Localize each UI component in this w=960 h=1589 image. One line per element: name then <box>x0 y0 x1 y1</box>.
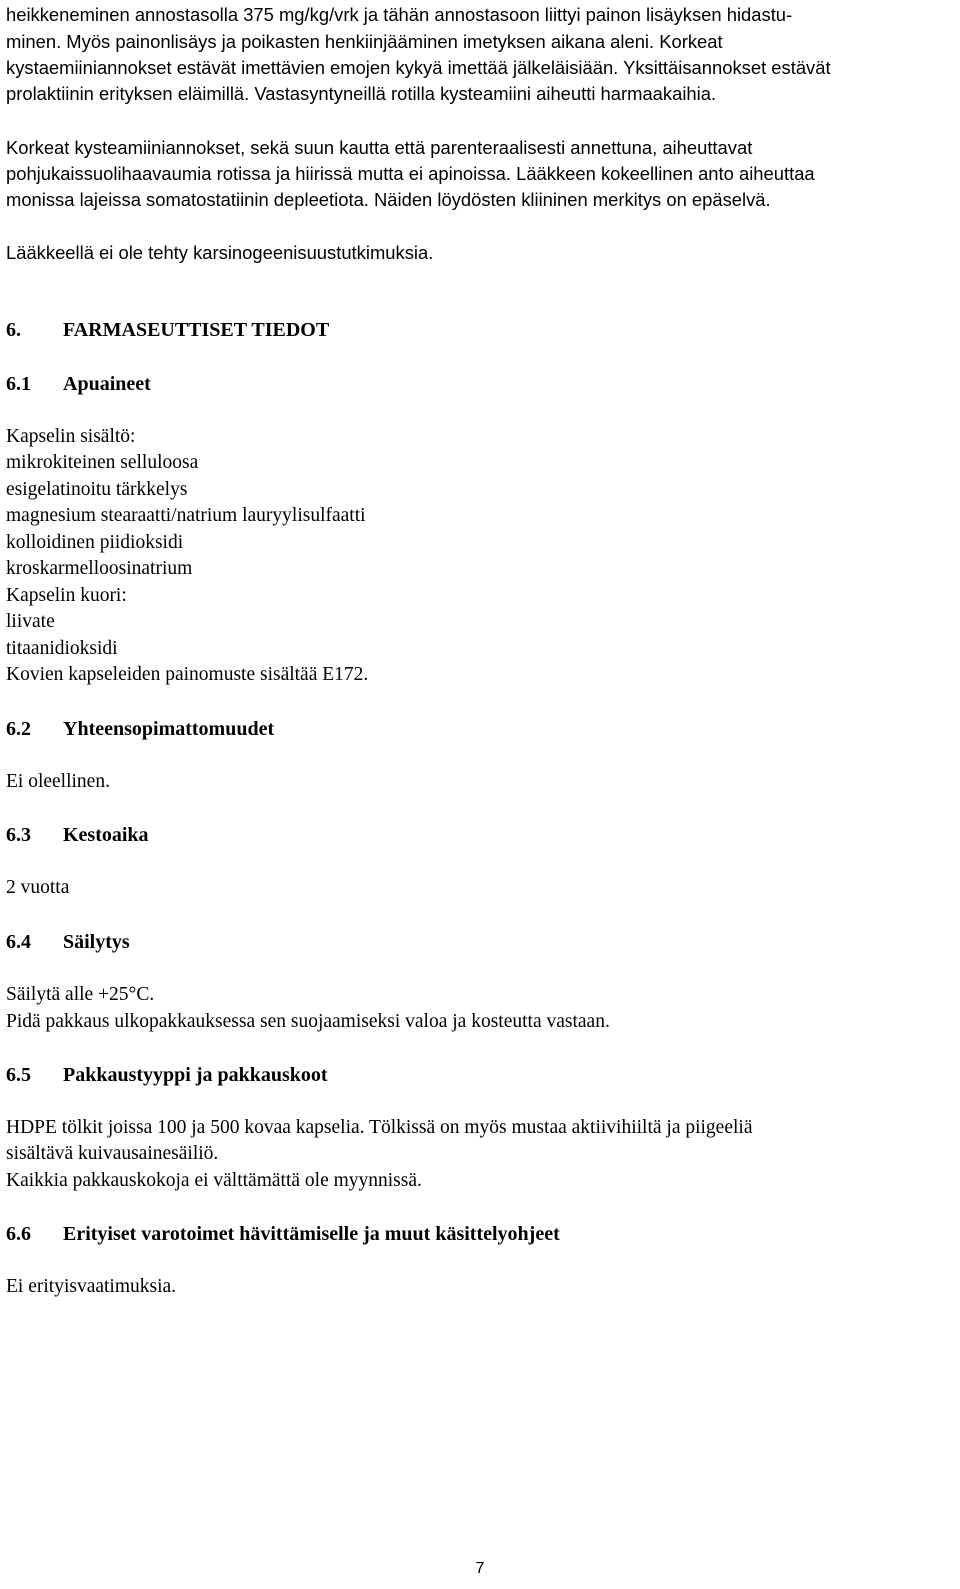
ulcer-line: pohjukaissuolihaavaumia rotissa ja hiirissä mutta ei apinoissa. Lääkkeen kokeellinen anto aiheuttaa <box>6 163 815 184</box>
excipient-line: Kapselin kuori: <box>6 585 127 606</box>
ulcer-line: Korkeat kysteamiiniannokset, sekä suun kautta että parenteraalisesti annettuna, aiheuttavat <box>6 137 753 158</box>
intro-line: kystaemiiniannokset estävät imettävien emojen kykyä imettää jälkeläisiään. Yksittäisannokset estävät <box>6 57 831 78</box>
storage-line: Säilytä alle +25°C. <box>6 984 155 1005</box>
section-6-2-heading <box>6 717 274 741</box>
section-title: Yhteensopimattomuudet <box>63 718 275 740</box>
section-6-4-heading <box>6 930 130 954</box>
section-number: 6.3 <box>6 824 31 846</box>
section-6-6-heading <box>6 1222 560 1246</box>
excipient-line: Kapselin sisältö: <box>6 426 136 447</box>
shelf-life-text: 2 vuotta <box>6 877 70 898</box>
section-title: Erityiset varotoimet hävittämiselle ja muut käsittelyohjeet <box>63 1223 560 1245</box>
carcinogenicity-text: Lääkkeellä ei ole tehty karsinogeenisuustutkimuksia. <box>6 242 434 263</box>
package-line: HDPE tölkit joissa 100 ja 500 kovaa kapselia. Tölkissä on myös mustaa aktiivihiiltä ja piigeeliä <box>6 1117 753 1138</box>
section-number: 6.4 <box>6 931 31 953</box>
section-6-3-heading <box>6 823 149 847</box>
section-title: Säilytys <box>63 931 130 953</box>
section-title: Kestoaika <box>63 824 149 846</box>
intro-line: prolaktiinin erityksen eläimillä. Vastasyntyneillä rotilla kysteamiini aiheutti harmaakaihia. <box>6 83 717 104</box>
package-line: Kaikkia pakkauskokoja ei välttämättä ole myynnissä. <box>6 1170 422 1191</box>
intro-line: minen. Myös painonlisäys ja poikasten henkiinjääminen imetyksen aikana aleni. Korkeat <box>6 31 723 52</box>
excipient-line: mikrokiteinen selluloosa <box>6 452 199 473</box>
section-number: 6.1 <box>6 373 31 395</box>
section-6-5-heading <box>6 1063 328 1087</box>
section-number: 6.6 <box>6 1223 31 1245</box>
intro-line: heikkeneminen annostasolla 375 mg/kg/vrk ja tähän annostasoon liittyi painon lisäyksen hidastu- <box>6 4 793 25</box>
page-number: 7 <box>475 1560 485 1577</box>
section-number: 6.2 <box>6 718 31 740</box>
ulcer-line: monissa lajeissa somatostatiinin depleetiota. Näiden löydösten kliininen merkitys on epäselvä. <box>6 189 771 210</box>
excipient-line: kroskarmelloosinatrium <box>6 558 193 579</box>
excipient-line: liivate <box>6 611 55 632</box>
disposal-text: Ei erityisvaatimuksia. <box>6 1276 177 1297</box>
incompatibilities-text: Ei oleellinen. <box>6 771 110 792</box>
excipient-line: esigelatinoitu tärkkelys <box>6 479 188 500</box>
section-number: 6. <box>6 319 21 341</box>
excipient-line: magnesium stearaatti/natrium lauryylisulfaatti <box>6 505 366 526</box>
section-title: Apuaineet <box>63 373 151 395</box>
section-title: FARMASEUTTISET TIEDOT <box>63 319 330 341</box>
section-number: 6.5 <box>6 1064 31 1086</box>
excipient-line: titaanidioksidi <box>6 638 118 659</box>
section-6-1-heading <box>6 372 151 396</box>
section-6-heading <box>6 318 329 342</box>
package-line: sisältävä kuivausainesäiliö. <box>6 1143 219 1164</box>
section-title: Pakkaustyyppi ja pakkauskoot <box>63 1064 328 1086</box>
storage-line: Pidä pakkaus ulkopakkauksessa sen suojaamiseksi valoa ja kosteutta vastaan. <box>6 1011 610 1032</box>
excipient-line: Kovien kapseleiden painomuste sisältää E172. <box>6 664 369 685</box>
excipient-line: kolloidinen piidioksidi <box>6 532 184 553</box>
